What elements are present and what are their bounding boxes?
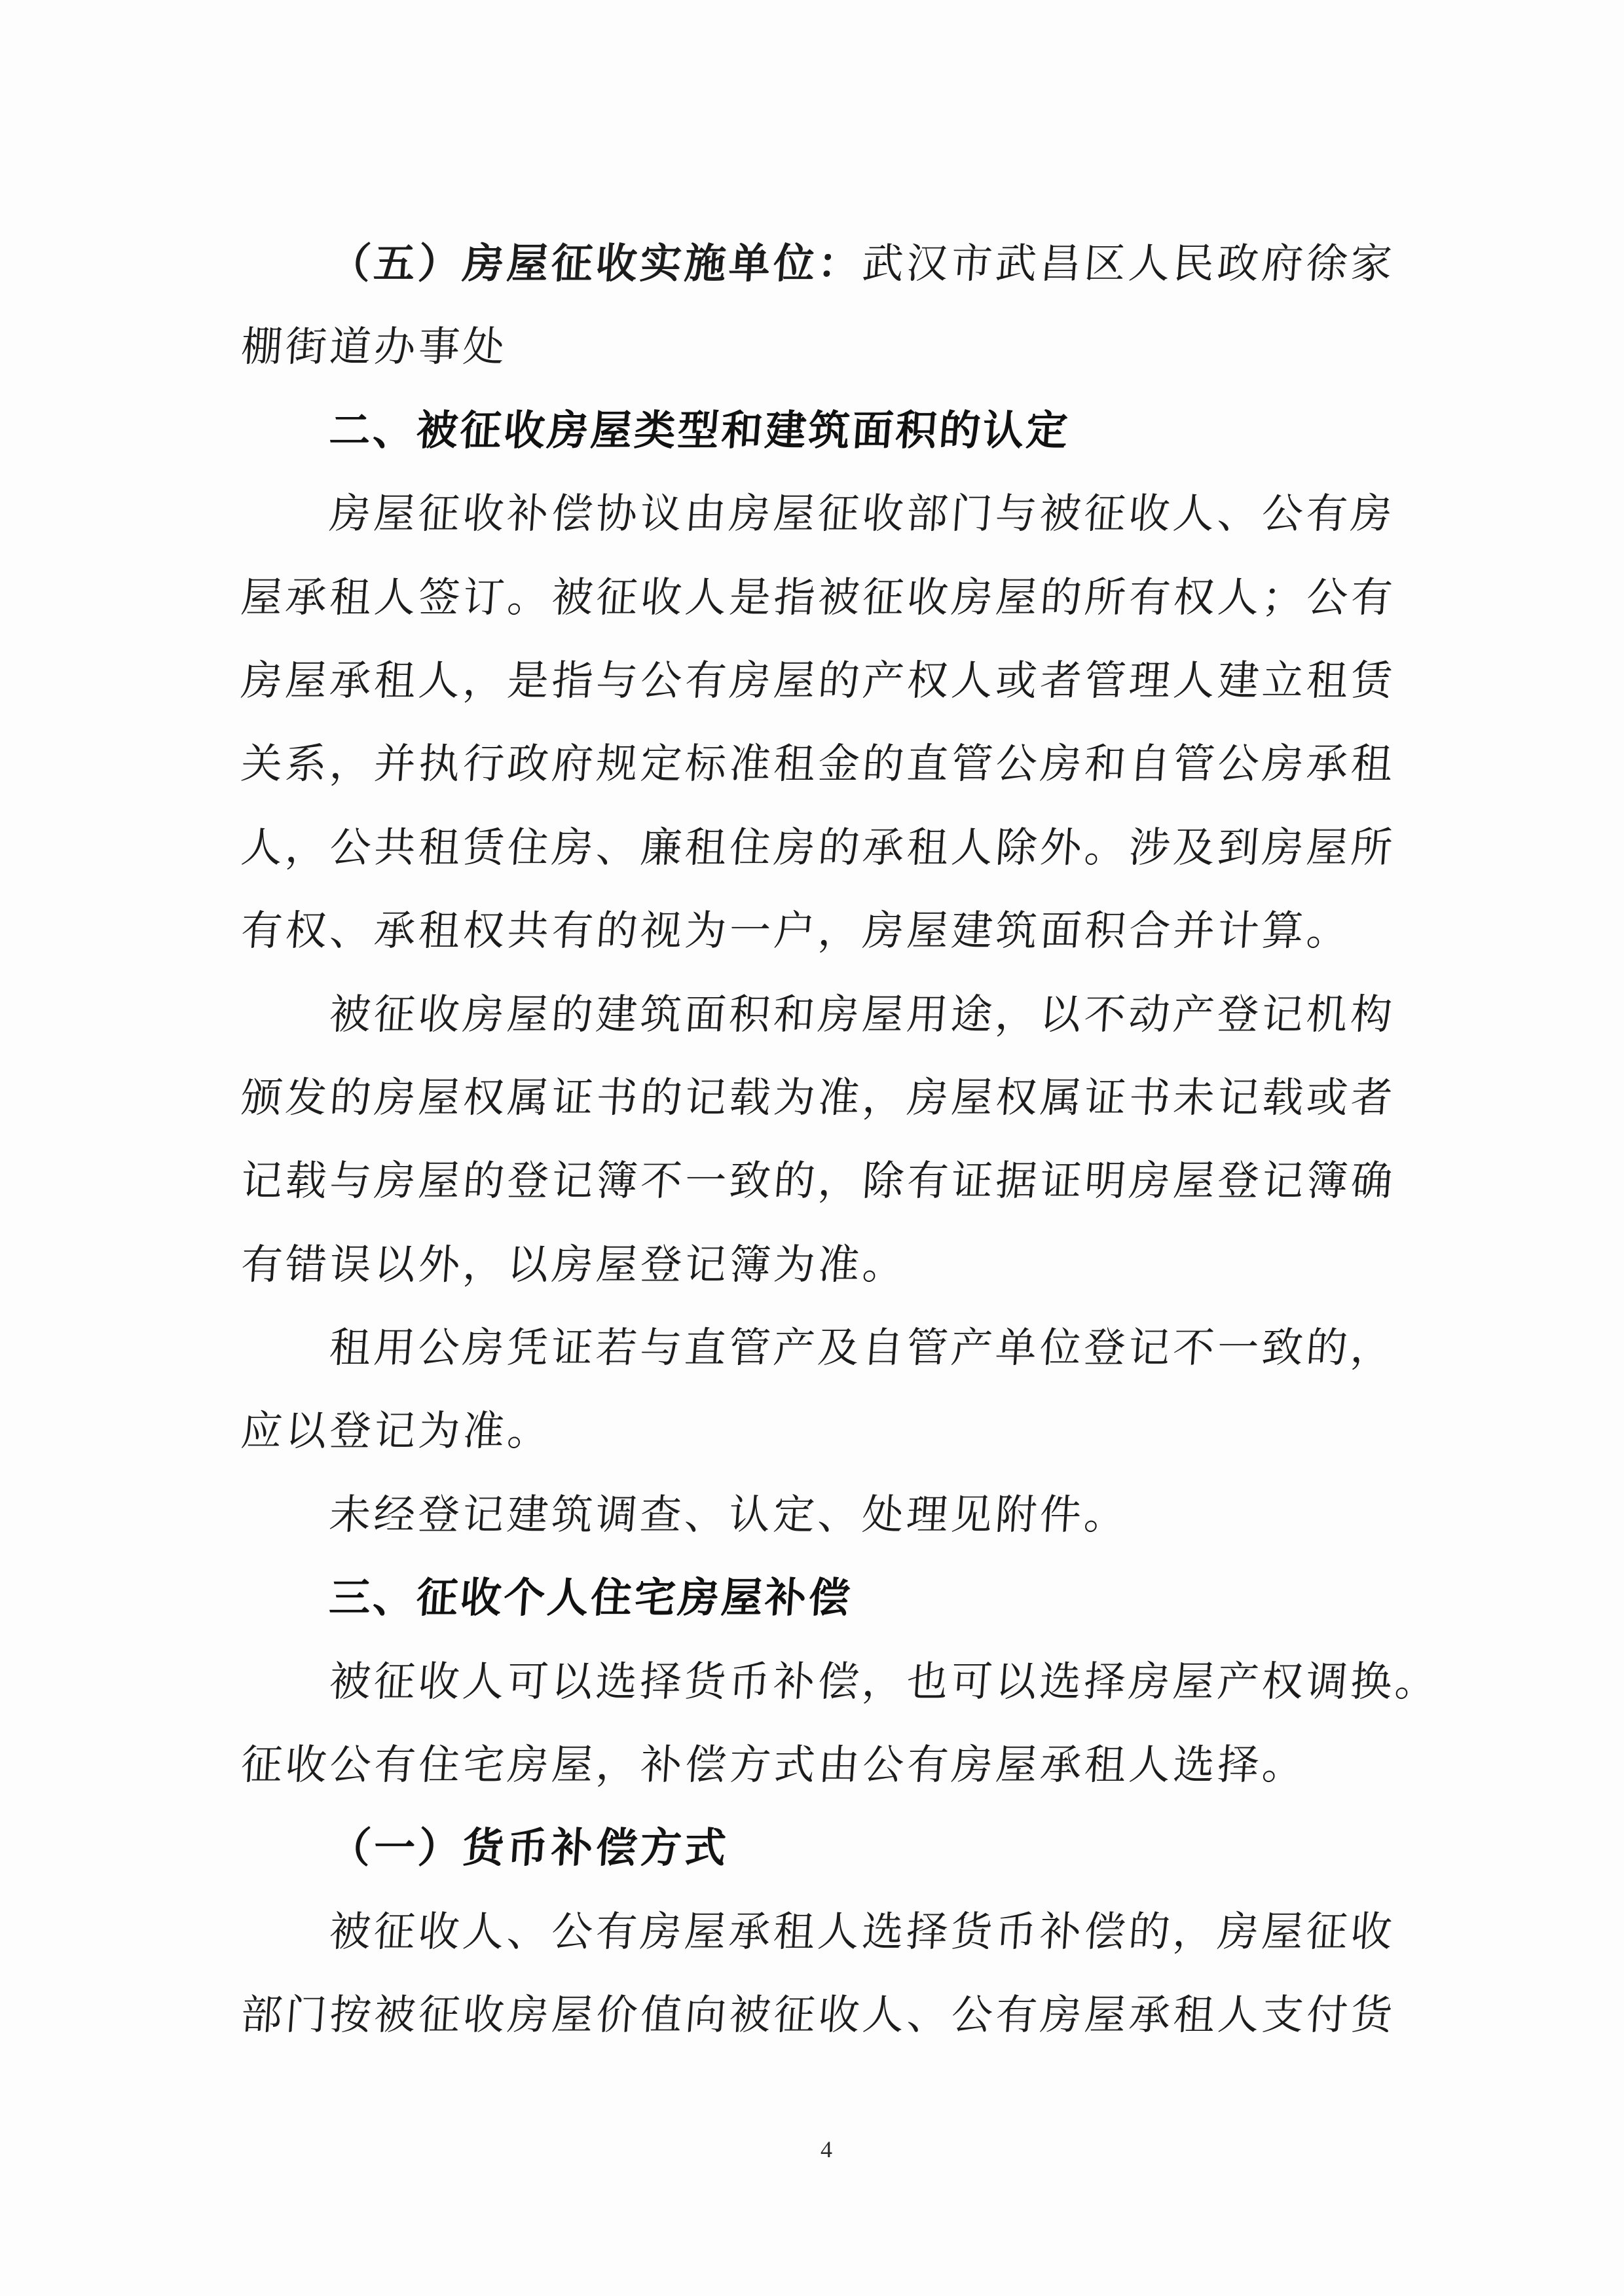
text-line-22: 部门按被征收房屋价值向被征收人、公有房屋承租人支付货	[239, 1992, 1397, 2039]
text-line-17: 三、征收个人住宅房屋补偿	[327, 1575, 854, 1622]
text-line-2: 棚街道办事处	[239, 324, 509, 371]
text-line-13: 有错误以外，以房屋登记簿为准。	[239, 1241, 909, 1288]
text-line-9: 有权、承租权共有的视为一户，房屋建筑面积合并计算。	[239, 908, 1353, 955]
text-line-4: 房屋征收补偿协议由房屋征收部门与被征收人、公有房	[327, 491, 1397, 538]
text-line-10: 被征收房屋的建筑面积和房屋用途，以不动产登记机构	[327, 991, 1397, 1038]
text-line-11: 颁发的房屋权属证书的记载为准，房屋权属证书未记载或者	[239, 1074, 1397, 1121]
text-line-5: 屋承租人签订。被征收人是指被征收房屋的所有权人；公有	[239, 574, 1397, 621]
text-line-15: 应以登记为准。	[239, 1408, 554, 1455]
text-line-14: 租用公房凭证若与直管产及自管产单位登记不一致的，	[327, 1325, 1397, 1372]
page-number: 4	[821, 2136, 832, 2162]
text-line-16: 未经登记建筑调查、认定、处理见附件。	[327, 1491, 1130, 1538]
text-line-7: 关系，并执行政府规定标准租金的直管公房和自管公房承租	[239, 741, 1397, 788]
line-segment: 武汉市武昌区人民政府徐家	[860, 241, 1397, 287]
text-block	[239, 223, 1441, 2058]
line-segment-bold: （五）房屋征收实施单位：	[327, 241, 864, 287]
text-line-18: 被征收人可以选择货币补偿，也可以选择房屋产权调换。	[327, 1658, 1441, 1705]
text-line-21: 被征收人、公有房屋承租人选择货币补偿的，房屋征收	[327, 1908, 1397, 1955]
text-line-1	[238, 223, 1416, 306]
text-line-8: 人，公共租赁住房、廉租住房的承租人除外。涉及到房屋所	[239, 824, 1397, 871]
text-line-20: （一）货币补偿方式	[327, 1825, 731, 1872]
text-line-6: 房屋承租人，是指与公有房屋的产权人或者管理人建立租赁	[239, 657, 1397, 704]
text-line-3: 二、被征收房屋类型和建筑面积的认定	[327, 407, 1071, 454]
text-line-12: 记载与房屋的登记簿不一致的，除有证据证明房屋登记簿确	[239, 1158, 1397, 1205]
text-line-19: 征收公有住宅房屋，补偿方式由公有房屋承租人选择。	[239, 1742, 1308, 1789]
